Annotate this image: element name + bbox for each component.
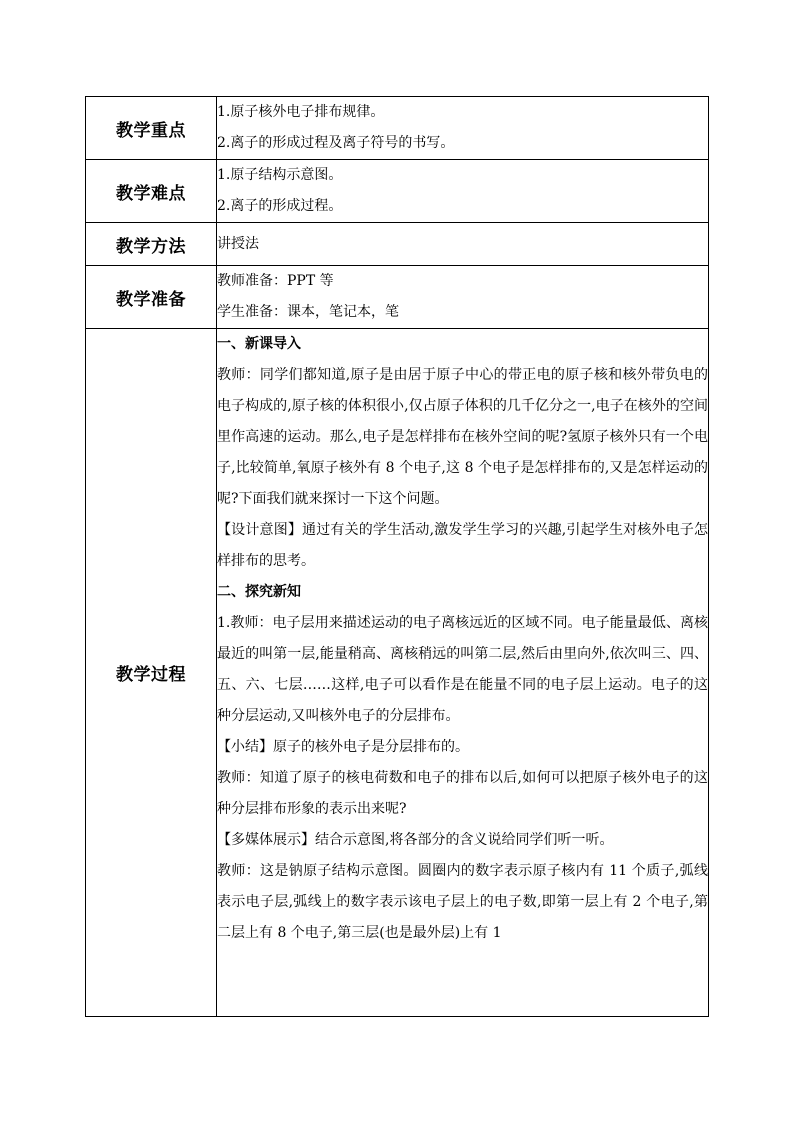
row-prep xyxy=(86,266,709,329)
multimedia-paragraph: 【多媒体展示】结合示意图,将各部分的含义说给同学们听一听。 xyxy=(217,832,614,848)
content-method xyxy=(217,223,709,266)
design-intent-paragraph: 【设计意图】通过有关的学生活动,激发学生学习的兴趣,引起学生对核外电子怎样排布的思考。 xyxy=(217,522,708,569)
focus-line-1: 1.原子核外电子排布规律。 xyxy=(217,104,385,120)
content-focus xyxy=(217,97,709,160)
section-1-title: 一、新课导入 xyxy=(217,336,301,352)
row-method xyxy=(86,223,709,266)
focus-line-2: 2.离子的形成过程及离子符号的书写。 xyxy=(217,135,455,151)
content-difficulty xyxy=(217,160,709,223)
label-process: 教学过程 xyxy=(86,329,217,1017)
difficulty-line-1: 1.原子结构示意图。 xyxy=(217,167,343,183)
row-focus xyxy=(86,97,709,160)
prep-line-1: 教师准备：PPT 等 xyxy=(217,273,334,289)
row-process xyxy=(86,329,709,1017)
section-2-paragraph-5: 教师：这是钠原子结构示意图。圆圈内的数字表示原子核内有 11 个质子,弧线表示电子层,弧线上的数字表示该电子层上的电子数,即第一层上有 2 个电子,第二层上有 8 个电子,第三层(也是最外层)上有 1 xyxy=(217,863,708,941)
label-method: 教学方法 xyxy=(86,223,217,266)
section-2-paragraph-3: 教师：知道了原子的核电荷数和电子的排布以后,如何可以把原子核外电子的这种分层排布形象的表示出来呢? xyxy=(217,770,708,817)
label-prep: 教学准备 xyxy=(86,266,217,329)
section-2-title: 二、探究新知 xyxy=(217,584,301,600)
method-line-1: 讲授法 xyxy=(217,235,259,252)
label-focus: 教学重点 xyxy=(86,97,217,160)
difficulty-line-2: 2.离子的形成过程。 xyxy=(217,198,343,214)
summary-paragraph: 【小结】原子的核外电子是分层排布的。 xyxy=(217,739,469,755)
row-difficulty xyxy=(86,160,709,223)
lesson-plan-table xyxy=(85,96,709,1017)
section-2-paragraph-1: 1.教师：电子层用来描述运动的电子离核远近的区域不同。电子能量最低、离核最近的叫第一层,能量稍高、离核稍远的叫第二层,然后由里向外,依次叫三、四、五、六、七层……这样,电子可以看作是在能量不同的电子层上运动。电子的这种分层运动,又叫核外电子的分层排布。 xyxy=(217,615,708,724)
label-difficulty: 教学难点 xyxy=(86,160,217,223)
prep-line-2: 学生准备：课本，笔记本，笔 xyxy=(217,304,399,320)
content-process xyxy=(217,329,709,1017)
section-1-paragraph: 教师：同学们都知道,原子是由居于原子中心的带正电的原子核和核外带负电的电子构成的,原子核的体积很小,仅占原子体积的几千亿分之一,电子在核外的空间里作高速的运动。那么,电子是怎样排布在核外空间的呢?氢原子核外只有一个电子,比较简单,氧原子核外有 8 个电子,这 8 个电子是怎样排布的,又是怎样运动的呢?下面我们就来探讨一下这个问题。 xyxy=(217,367,708,507)
content-prep xyxy=(217,266,709,329)
